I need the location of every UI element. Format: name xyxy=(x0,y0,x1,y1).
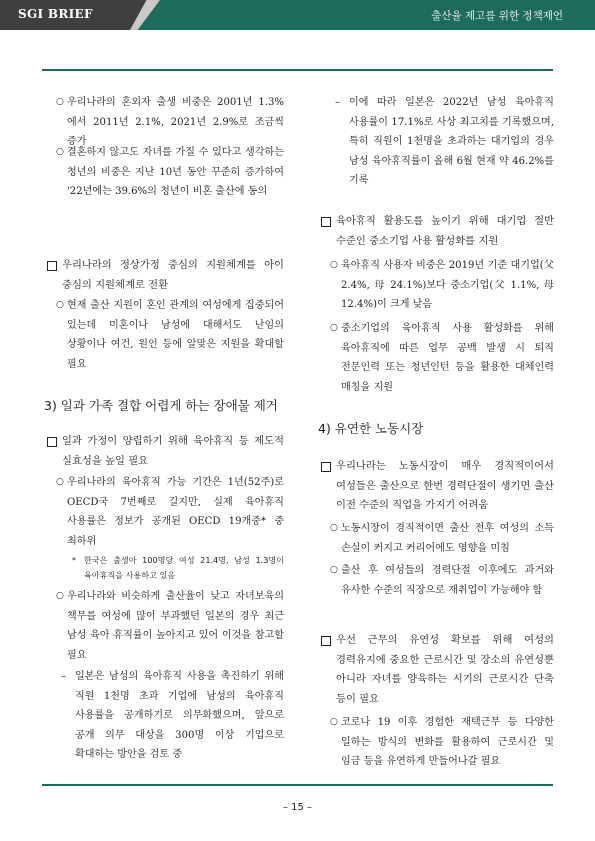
top-rule xyxy=(42,69,553,71)
section-3-heading: 3) 일과 가족 결합 어렵게 하는 장애물 제거 xyxy=(44,398,278,413)
left-bullet-3: ○ 현재 출산 지원이 혼인 관계의 여성에게 집중되어 있는데 미혼이나 남성에 대해서도 난임의 상황이나 여건, 원인 등에 알맞은 지원을 확대할 필요 xyxy=(44,296,284,374)
section-4-heading: 4) 유연한 노동시장 xyxy=(318,421,424,436)
bottom-rule xyxy=(42,784,553,786)
left-note-1: * 한국은 출생아 100명당 여성 21.4명, 남성 1.3명이 육아휴직을 사용하고 있음 xyxy=(44,553,284,583)
left-bullet-4: ○ 우리나라의 육아휴직 가능 기간은 1년(52주)로 OECD국 7번째로 길지만, 실제 육아휴직 사용률은 정보가 공개된 OECD 19개중* 중 최하위 xyxy=(44,473,284,551)
left-box-2: 일과 가정이 양립하기 위해 육아휴직 등 제도적 실효성을 높일 필요 xyxy=(44,432,284,471)
header-bar xyxy=(0,0,595,30)
right-bullet-10: ○ 코로나 19 이후 경험한 재택근무 등 다양한 일하는 방식의 변화를 활용하여 근로시간 및 임금 등을 유연하게 만들어나갈 필요 xyxy=(318,713,554,772)
left-bullet-1: ○ 우리나라의 혼외자 출생 비중은 2001년 1.3%에서 2011년 2.1%, 2021년 2.9%로 조금씩 증가 xyxy=(44,93,284,152)
left-bullet-5: ○ 우리나라와 비슷하게 출산율이 낮고 자녀보육의 책무를 여성에 많이 부과했던 일본의 경우 최근 남성 육아 휴직률이 높아지고 있어 이것을 참고할 필요 xyxy=(44,587,284,665)
right-bullet-9: ○ 출산 후 여성들의 경력단절 이후에도 과거와 유사한 수준의 직장으로 재취업이 가능해야 함 xyxy=(318,561,554,600)
page-number: – 15 – xyxy=(282,802,313,813)
left-box-1: 우리나라의 정상가정 중심의 지원체계를 아이 중심의 지원체계로 전환 xyxy=(44,256,284,295)
right-box-5: 우선 근무의 유연성 확보를 위해 여성의 경력유지에 중요한 근로시간 및 장소의 유연성뿐 아니라 자녀를 양육하는 시기의 근로시간 단축 등이 필요 xyxy=(318,631,554,709)
brand-label: SGI BRIEF xyxy=(18,7,93,21)
right-bullet-8: ○ 노동시장이 경직적이면 출산 전후 여성의 소득 손실이 커지고 커리어에도 영향을 미침 xyxy=(318,519,554,558)
right-box-3: 육아휴직 활용도를 높이기 위해 대기업 절반 수준인 중소기업 사용 활성화를 지원 xyxy=(318,212,554,251)
brand-stripe xyxy=(130,0,160,30)
left-bullet-2: ○ 결혼하지 않고도 자녀를 가질 수 있다고 생각하는 청년의 비중은 지난 10년 동안 꾸준히 증가하여 '22년에는 39.6%의 청년이 비혼 출산에 동의 xyxy=(44,143,284,202)
right-bullet-6: ○ 육아휴직 사용자 비중은 2019년 기준 대기업(父 2.4%, 母 24.1%)보다 중소기업(父 1.1%, 母 12.4%)이 크게 낮음 xyxy=(318,256,554,315)
right-dash-2: – 이에 따라 일본은 2022년 남성 육아휴직 사용률이 17.1%로 사상 최고치를 기록했으며, 특히 직원이 1천명을 초과하는 대기업의 경우 남성 육아휴직률이 올해 6월 현재 약 46.2%를 기록 xyxy=(318,93,554,191)
report-title: 출산율 제고를 위한 정책제언 xyxy=(431,10,563,22)
right-box-4: 우리나라는 노동시장이 매우 경직적이어서 여성들은 출산으로 한번 경력단절이 생기면 출산 이전 수준의 직업을 가지기 어려움 xyxy=(318,457,554,516)
right-bullet-7: ○ 중소기업의 육아휴직 사용 활성화를 위해 육아휴직에 따른 업무 공백 발생 시 퇴직 전문인력 또는 청년인턴 등을 활용한 대체인력 매칭을 지원 xyxy=(318,319,554,397)
left-dash-1: – 일본은 남성의 육아휴직 사용을 촉진하기 위해 직원 1천명 초과 기업에 남성의 육아휴직 사용률을 공개하기로 의무화했으며, 앞으로 공개 의무 대상을 300명 이상 기업으로 확대하는 방안을 검토 중 xyxy=(44,667,284,765)
